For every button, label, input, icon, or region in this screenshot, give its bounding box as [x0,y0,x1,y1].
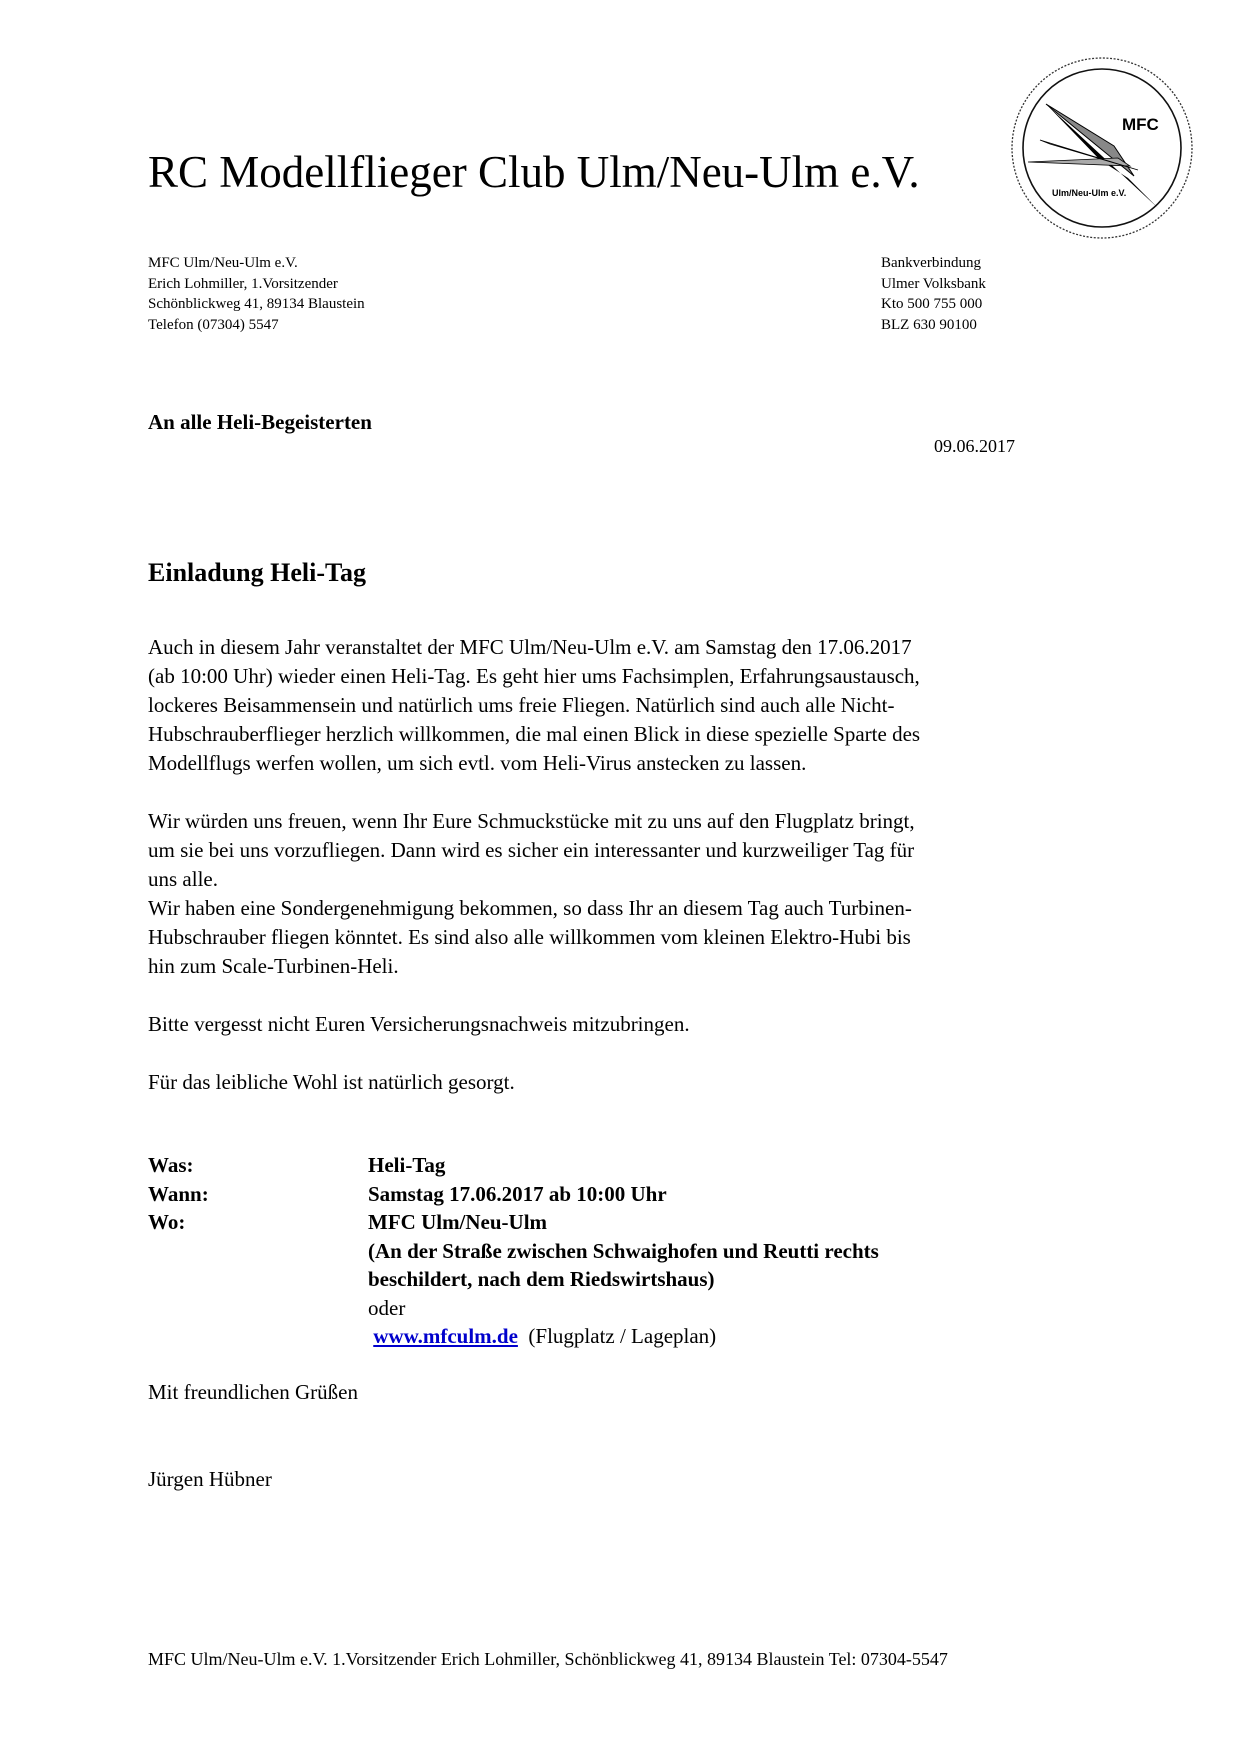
bank-line: Bankverbindung [881,255,981,271]
sender-line: Erich Lohmiller, 1.Vorsitzender [148,275,338,292]
recipient-line: An alle Heli-Begeisterten [148,410,372,434]
detail-row-oder [148,1294,879,1323]
paragraph-insurance: Bitte vergesst nicht Euren Versicherungsnachweis mitzubringen. [148,1012,690,1036]
closing: Mit freundlichen Grüßen [148,1380,358,1404]
letter-body [148,633,1088,1097]
paragraph-intro: Auch in diesem Jahr veranstaltet der MFC Ulm/Neu-Ulm e.V. am Samstag den 17.06.2017 (ab 10:00 Uhr) wieder einen Heli-Tag. Es geht hier ums Fachsimplen, Erfahrungsaustausch, lockeres Beisammensein und natürlich ums freie Fliegen. Natürlich sind auch alle Nicht- Hubschrauberflieger herzlich willkommen, die mal einen Blick in diese spezielle Sparte des Modellflugs werfen wollen, um sich evtl. vom Heli-Virus anstecken zu lassen. [148,635,921,775]
detail-value: Heli-Tag [368,1153,446,1177]
detail-row-wo [148,1208,879,1294]
detail-label: Was: [148,1153,194,1177]
club-logo [1010,56,1194,240]
logo-text-club: Ulm/Neu-Ulm e.V. [1052,188,1127,198]
detail-value: MFC Ulm/Neu-Ulm (An der Straße zwischen Schwaighofen und Reutti rechts beschildert, nach dem Riedswirtshaus) [368,1210,879,1291]
link-note: (Flugplatz / Lageplan) [528,1324,717,1348]
letter-heading: Einladung Heli-Tag [148,558,366,587]
event-details [148,1151,879,1351]
footer: MFC Ulm/Neu-Ulm e.V. 1.Vorsitzender Erich Lohmiller, Schönblickweg 41, 89134 Blaustein Tel: 07304-5547 [148,1649,948,1669]
bank-line: BLZ 630 90100 [881,316,977,333]
bank-line: Kto 500 755 000 [881,296,983,312]
sender-address [148,253,365,335]
detail-oder: oder [368,1295,406,1320]
sender-line: Schönblickweg 41, 89134 Blaustein [148,296,365,312]
signature-name: Jürgen Hübner [148,1467,272,1491]
detail-label: Wann: [148,1181,209,1206]
letter-date: 09.06.2017 [934,436,1015,456]
bank-line: Ulmer Volksbank [881,275,986,292]
website-link[interactable]: www.mfculm.de [373,1324,518,1348]
sender-line: Telefon (07304) 5547 [148,316,279,333]
detail-value: Samstag 17.06.2017 ab 10:00 Uhr [368,1181,667,1206]
detail-row-link [148,1322,879,1351]
bank-details [881,253,986,335]
detail-label: Wo: [148,1210,186,1234]
logo-text-mfc: MFC [1122,115,1159,134]
organization-title: RC Modellflieger Club Ulm/Neu-Ulm e.V. [148,147,920,197]
detail-row-was [148,1151,879,1180]
paragraph-catering: Für das leibliche Wohl ist natürlich gesorgt. [148,1070,515,1094]
paragraph-invitation: Wir würden uns freuen, wenn Ihr Eure Schmuckstücke mit zu uns auf den Flugplatz bringt, um sie bei uns vorzufliegen. Dann wird es sicher ein interessanter und kurzweiliger Tag für uns alle. [148,809,915,891]
detail-row-wann [148,1180,879,1209]
sender-line: MFC Ulm/Neu-Ulm e.V. [148,255,298,271]
paragraph-permission: Wir haben eine Sondergenehmigung bekommen, so dass Ihr an diesem Tag auch Turbinen- Hubschrauber fliegen könntet. Es sind also alle willkommen vom kleinen Elektro-Hubi bis hin zum Scale-Turbinen-Heli. [148,896,912,978]
